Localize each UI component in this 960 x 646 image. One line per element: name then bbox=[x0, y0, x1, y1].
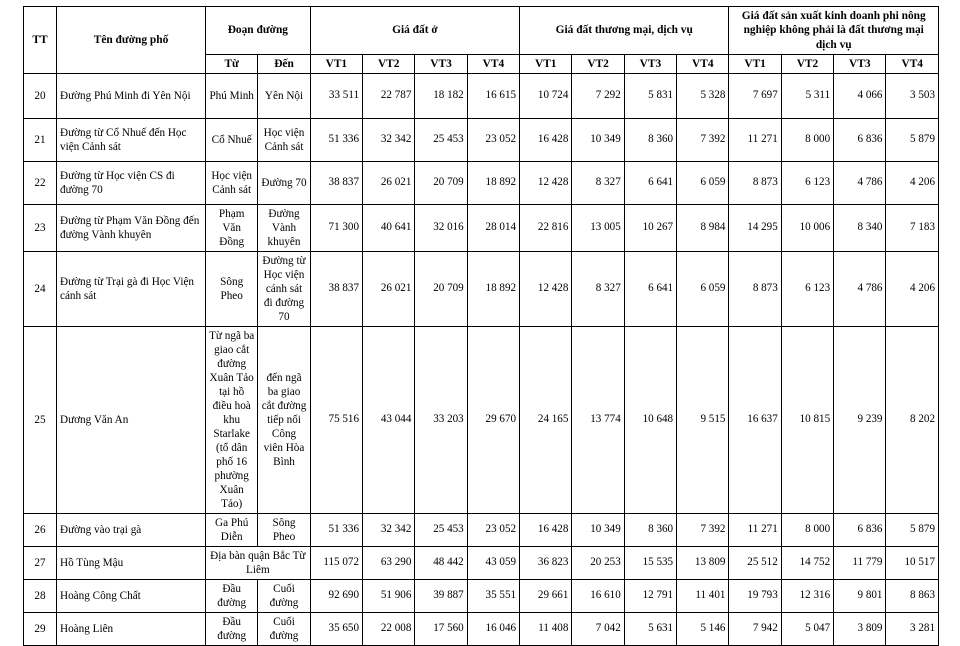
residential-price-vt4-cell: 43 059 bbox=[467, 547, 519, 580]
residential-price-vt2-cell: 40 641 bbox=[363, 205, 415, 252]
commercial-price-vt2-cell: 13 005 bbox=[572, 205, 624, 252]
commercial-price-vt2-cell: 10 349 bbox=[572, 119, 624, 162]
commercial-price-vt3-cell: 8 360 bbox=[624, 514, 676, 547]
street-name-cell: Hồ Tùng Mậu bbox=[57, 547, 206, 580]
residential-price-vt3-cell: 39 887 bbox=[415, 580, 467, 613]
segment-from-cell: Đầu đường bbox=[206, 580, 258, 613]
row-index-cell: 29 bbox=[24, 613, 57, 646]
production-price-vt2-cell: 5 311 bbox=[781, 74, 833, 119]
street-name-cell: Hoàng Công Chất bbox=[57, 580, 206, 613]
commercial-price-vt4-cell: 7 392 bbox=[677, 514, 729, 547]
column-header-commercial-vt4: VT4 bbox=[677, 54, 729, 73]
column-header-commercial-vt1: VT1 bbox=[520, 54, 572, 73]
production-price-vt2-cell: 6 123 bbox=[781, 162, 833, 205]
production-price-vt4-cell: 10 517 bbox=[886, 547, 939, 580]
segment-to-cell: Học viện Cảnh sát bbox=[258, 119, 310, 162]
commercial-price-vt1-cell: 12 428 bbox=[520, 162, 572, 205]
production-price-vt4-cell: 4 206 bbox=[886, 252, 939, 327]
production-price-vt2-cell: 10 006 bbox=[781, 205, 833, 252]
table-row bbox=[24, 613, 939, 646]
production-price-vt3-cell: 4 786 bbox=[834, 252, 886, 327]
header-row-groups bbox=[24, 7, 939, 55]
production-price-vt4-cell: 3 503 bbox=[886, 74, 939, 119]
residential-price-vt3-cell: 17 560 bbox=[415, 613, 467, 646]
residential-price-vt1-cell: 38 837 bbox=[310, 162, 362, 205]
column-header-residential-vt1: VT1 bbox=[310, 54, 362, 73]
street-name-cell: Hoàng Liên bbox=[57, 613, 206, 646]
table-row bbox=[24, 119, 939, 162]
street-name-cell: Đường Phú Minh đi Yên Nội bbox=[57, 74, 206, 119]
column-header-commercial-vt3: VT3 bbox=[624, 54, 676, 73]
segment-to-cell: Đường 70 bbox=[258, 162, 310, 205]
commercial-price-vt4-cell: 6 059 bbox=[677, 252, 729, 327]
production-price-vt2-cell: 6 123 bbox=[781, 252, 833, 327]
commercial-price-vt4-cell: 7 392 bbox=[677, 119, 729, 162]
table-row bbox=[24, 547, 939, 580]
commercial-price-vt3-cell: 8 360 bbox=[624, 119, 676, 162]
column-header-production-vt4: VT4 bbox=[886, 54, 939, 73]
production-price-vt2-cell: 10 815 bbox=[781, 327, 833, 514]
production-price-vt3-cell: 9 239 bbox=[834, 327, 886, 514]
residential-price-vt2-cell: 32 342 bbox=[363, 119, 415, 162]
production-price-vt4-cell: 3 281 bbox=[886, 613, 939, 646]
residential-price-vt1-cell: 75 516 bbox=[310, 327, 362, 514]
segment-from-cell: Ga Phú Diễn bbox=[206, 514, 258, 547]
production-price-vt4-cell: 8 863 bbox=[886, 580, 939, 613]
column-header-street-name: Tên đường phố bbox=[57, 7, 206, 74]
commercial-price-vt2-cell: 13 774 bbox=[572, 327, 624, 514]
residential-price-vt1-cell: 92 690 bbox=[310, 580, 362, 613]
residential-price-vt4-cell: 23 052 bbox=[467, 514, 519, 547]
production-price-vt4-cell: 5 879 bbox=[886, 514, 939, 547]
production-price-vt2-cell: 5 047 bbox=[781, 613, 833, 646]
residential-price-vt4-cell: 29 670 bbox=[467, 327, 519, 514]
residential-price-vt2-cell: 22 008 bbox=[363, 613, 415, 646]
street-name-cell: Đường từ Phạm Văn Đồng đến đường Vành khuyên bbox=[57, 205, 206, 252]
commercial-price-vt1-cell: 16 428 bbox=[520, 514, 572, 547]
production-price-vt4-cell: 5 879 bbox=[886, 119, 939, 162]
commercial-price-vt4-cell: 11 401 bbox=[677, 580, 729, 613]
table-row bbox=[24, 327, 939, 514]
segment-to-cell: đến ngã ba giao cắt đường tiếp nối Công viên Hòa Bình bbox=[258, 327, 310, 514]
production-price-vt3-cell: 4 066 bbox=[834, 74, 886, 119]
street-name-cell: Đường từ Trại gà đi Học Viện cánh sát bbox=[57, 252, 206, 327]
residential-price-vt2-cell: 32 342 bbox=[363, 514, 415, 547]
production-price-vt4-cell: 7 183 bbox=[886, 205, 939, 252]
commercial-price-vt1-cell: 10 724 bbox=[520, 74, 572, 119]
residential-price-vt2-cell: 22 787 bbox=[363, 74, 415, 119]
commercial-price-vt2-cell: 20 253 bbox=[572, 547, 624, 580]
production-price-vt3-cell: 4 786 bbox=[834, 162, 886, 205]
residential-price-vt4-cell: 23 052 bbox=[467, 119, 519, 162]
production-price-vt1-cell: 11 271 bbox=[729, 514, 781, 547]
segment-to-cell: Sông Pheo bbox=[258, 514, 310, 547]
segment-from-cell: Cổ Nhuế bbox=[206, 119, 258, 162]
commercial-price-vt4-cell: 5 328 bbox=[677, 74, 729, 119]
segment-to-cell: Cuối đường bbox=[258, 613, 310, 646]
table-body bbox=[24, 74, 939, 646]
table-row bbox=[24, 580, 939, 613]
table-row bbox=[24, 74, 939, 119]
column-group-header-commercial-price: Giá đất thương mại, dịch vụ bbox=[520, 7, 729, 55]
street-name-cell: Đường vào trại gà bbox=[57, 514, 206, 547]
residential-price-vt1-cell: 51 336 bbox=[310, 514, 362, 547]
commercial-price-vt1-cell: 11 408 bbox=[520, 613, 572, 646]
segment-from-cell: Phạm Văn Đồng bbox=[206, 205, 258, 252]
commercial-price-vt3-cell: 5 631 bbox=[624, 613, 676, 646]
production-price-vt2-cell: 14 752 bbox=[781, 547, 833, 580]
residential-price-vt1-cell: 38 837 bbox=[310, 252, 362, 327]
segment-merged-cell: Địa bàn quận Bắc Từ Liêm bbox=[206, 547, 311, 580]
street-name-cell: Đường từ Học viện CS đi đường 70 bbox=[57, 162, 206, 205]
production-price-vt1-cell: 7 942 bbox=[729, 613, 781, 646]
production-price-vt4-cell: 8 202 bbox=[886, 327, 939, 514]
residential-price-vt4-cell: 18 892 bbox=[467, 252, 519, 327]
residential-price-vt4-cell: 28 014 bbox=[467, 205, 519, 252]
commercial-price-vt3-cell: 15 535 bbox=[624, 547, 676, 580]
column-header-segment-from: Từ bbox=[206, 54, 258, 73]
row-index-cell: 24 bbox=[24, 252, 57, 327]
production-price-vt2-cell: 8 000 bbox=[781, 119, 833, 162]
residential-price-vt3-cell: 48 442 bbox=[415, 547, 467, 580]
segment-from-cell: Từ ngã ba giao cắt đường Xuân Tảo tại hồ điều hoà khu Starlake (tổ dân phố 16 phường Xuân Tảo) bbox=[206, 327, 258, 514]
production-price-vt3-cell: 3 809 bbox=[834, 613, 886, 646]
row-index-cell: 22 bbox=[24, 162, 57, 205]
residential-price-vt1-cell: 51 336 bbox=[310, 119, 362, 162]
commercial-price-vt2-cell: 10 349 bbox=[572, 514, 624, 547]
production-price-vt1-cell: 19 793 bbox=[729, 580, 781, 613]
row-index-cell: 21 bbox=[24, 119, 57, 162]
production-price-vt3-cell: 8 340 bbox=[834, 205, 886, 252]
commercial-price-vt4-cell: 9 515 bbox=[677, 327, 729, 514]
row-index-cell: 26 bbox=[24, 514, 57, 547]
commercial-price-vt4-cell: 13 809 bbox=[677, 547, 729, 580]
commercial-price-vt4-cell: 8 984 bbox=[677, 205, 729, 252]
residential-price-vt3-cell: 25 453 bbox=[415, 119, 467, 162]
production-price-vt1-cell: 8 873 bbox=[729, 252, 781, 327]
street-name-cell: Đường từ Cổ Nhuế đến Học viện Cảnh sát bbox=[57, 119, 206, 162]
commercial-price-vt1-cell: 36 823 bbox=[520, 547, 572, 580]
commercial-price-vt1-cell: 22 816 bbox=[520, 205, 572, 252]
column-header-residential-vt4: VT4 bbox=[467, 54, 519, 73]
residential-price-vt1-cell: 33 511 bbox=[310, 74, 362, 119]
production-price-vt4-cell: 4 206 bbox=[886, 162, 939, 205]
commercial-price-vt3-cell: 6 641 bbox=[624, 252, 676, 327]
segment-to-cell: Yên Nội bbox=[258, 74, 310, 119]
segment-from-cell: Học viện Cảnh sát bbox=[206, 162, 258, 205]
residential-price-vt4-cell: 16 046 bbox=[467, 613, 519, 646]
residential-price-vt2-cell: 63 290 bbox=[363, 547, 415, 580]
residential-price-vt3-cell: 20 709 bbox=[415, 252, 467, 327]
residential-price-vt2-cell: 51 906 bbox=[363, 580, 415, 613]
commercial-price-vt2-cell: 8 327 bbox=[572, 162, 624, 205]
table-row bbox=[24, 252, 939, 327]
residential-price-vt3-cell: 20 709 bbox=[415, 162, 467, 205]
residential-price-vt1-cell: 35 650 bbox=[310, 613, 362, 646]
residential-price-vt3-cell: 25 453 bbox=[415, 514, 467, 547]
residential-price-vt3-cell: 32 016 bbox=[415, 205, 467, 252]
column-group-header-residential-price: Giá đất ở bbox=[310, 7, 519, 55]
column-header-production-vt1: VT1 bbox=[729, 54, 781, 73]
land-price-table bbox=[23, 6, 939, 646]
commercial-price-vt2-cell: 8 327 bbox=[572, 252, 624, 327]
row-index-cell: 20 bbox=[24, 74, 57, 119]
residential-price-vt1-cell: 115 072 bbox=[310, 547, 362, 580]
table-row bbox=[24, 162, 939, 205]
column-header-production-vt2: VT2 bbox=[781, 54, 833, 73]
column-group-header-production-price: Giá đất sản xuất kinh doanh phi nông nghiệp không phải là đất thương mại dịch vụ bbox=[729, 7, 939, 55]
commercial-price-vt3-cell: 5 831 bbox=[624, 74, 676, 119]
production-price-vt1-cell: 25 512 bbox=[729, 547, 781, 580]
commercial-price-vt1-cell: 12 428 bbox=[520, 252, 572, 327]
segment-from-cell: Sông Pheo bbox=[206, 252, 258, 327]
column-header-production-vt3: VT3 bbox=[834, 54, 886, 73]
column-header-residential-vt2: VT2 bbox=[363, 54, 415, 73]
row-index-cell: 28 bbox=[24, 580, 57, 613]
street-name-cell: Dương Văn An bbox=[57, 327, 206, 514]
residential-price-vt2-cell: 26 021 bbox=[363, 252, 415, 327]
residential-price-vt4-cell: 16 615 bbox=[467, 74, 519, 119]
residential-price-vt1-cell: 71 300 bbox=[310, 205, 362, 252]
residential-price-vt3-cell: 18 182 bbox=[415, 74, 467, 119]
production-price-vt3-cell: 6 836 bbox=[834, 514, 886, 547]
production-price-vt3-cell: 9 801 bbox=[834, 580, 886, 613]
commercial-price-vt1-cell: 29 661 bbox=[520, 580, 572, 613]
commercial-price-vt2-cell: 16 610 bbox=[572, 580, 624, 613]
table-header bbox=[24, 7, 939, 74]
production-price-vt2-cell: 12 316 bbox=[781, 580, 833, 613]
production-price-vt1-cell: 7 697 bbox=[729, 74, 781, 119]
production-price-vt1-cell: 14 295 bbox=[729, 205, 781, 252]
production-price-vt3-cell: 11 779 bbox=[834, 547, 886, 580]
residential-price-vt3-cell: 33 203 bbox=[415, 327, 467, 514]
row-index-cell: 27 bbox=[24, 547, 57, 580]
residential-price-vt2-cell: 26 021 bbox=[363, 162, 415, 205]
production-price-vt1-cell: 16 637 bbox=[729, 327, 781, 514]
residential-price-vt4-cell: 18 892 bbox=[467, 162, 519, 205]
segment-from-cell: Đầu đường bbox=[206, 613, 258, 646]
column-group-header-segment: Đoạn đường bbox=[206, 7, 311, 55]
segment-to-cell: Đường Vành khuyên bbox=[258, 205, 310, 252]
column-header-residential-vt3: VT3 bbox=[415, 54, 467, 73]
commercial-price-vt3-cell: 10 267 bbox=[624, 205, 676, 252]
column-header-commercial-vt2: VT2 bbox=[572, 54, 624, 73]
commercial-price-vt2-cell: 7 042 bbox=[572, 613, 624, 646]
production-price-vt1-cell: 8 873 bbox=[729, 162, 781, 205]
commercial-price-vt3-cell: 10 648 bbox=[624, 327, 676, 514]
residential-price-vt2-cell: 43 044 bbox=[363, 327, 415, 514]
commercial-price-vt4-cell: 5 146 bbox=[677, 613, 729, 646]
production-price-vt1-cell: 11 271 bbox=[729, 119, 781, 162]
production-price-vt2-cell: 8 000 bbox=[781, 514, 833, 547]
column-header-tt: TT bbox=[24, 7, 57, 74]
residential-price-vt4-cell: 35 551 bbox=[467, 580, 519, 613]
commercial-price-vt3-cell: 6 641 bbox=[624, 162, 676, 205]
segment-to-cell: Đường từ Học viện cánh sát đi đường 70 bbox=[258, 252, 310, 327]
commercial-price-vt1-cell: 16 428 bbox=[520, 119, 572, 162]
segment-to-cell: Cuối đường bbox=[258, 580, 310, 613]
row-index-cell: 23 bbox=[24, 205, 57, 252]
commercial-price-vt3-cell: 12 791 bbox=[624, 580, 676, 613]
segment-from-cell: Phú Minh bbox=[206, 74, 258, 119]
row-index-cell: 25 bbox=[24, 327, 57, 514]
commercial-price-vt4-cell: 6 059 bbox=[677, 162, 729, 205]
column-header-segment-to: Đến bbox=[258, 54, 310, 73]
commercial-price-vt1-cell: 24 165 bbox=[520, 327, 572, 514]
table-row bbox=[24, 205, 939, 252]
production-price-vt3-cell: 6 836 bbox=[834, 119, 886, 162]
commercial-price-vt2-cell: 7 292 bbox=[572, 74, 624, 119]
table-row bbox=[24, 514, 939, 547]
